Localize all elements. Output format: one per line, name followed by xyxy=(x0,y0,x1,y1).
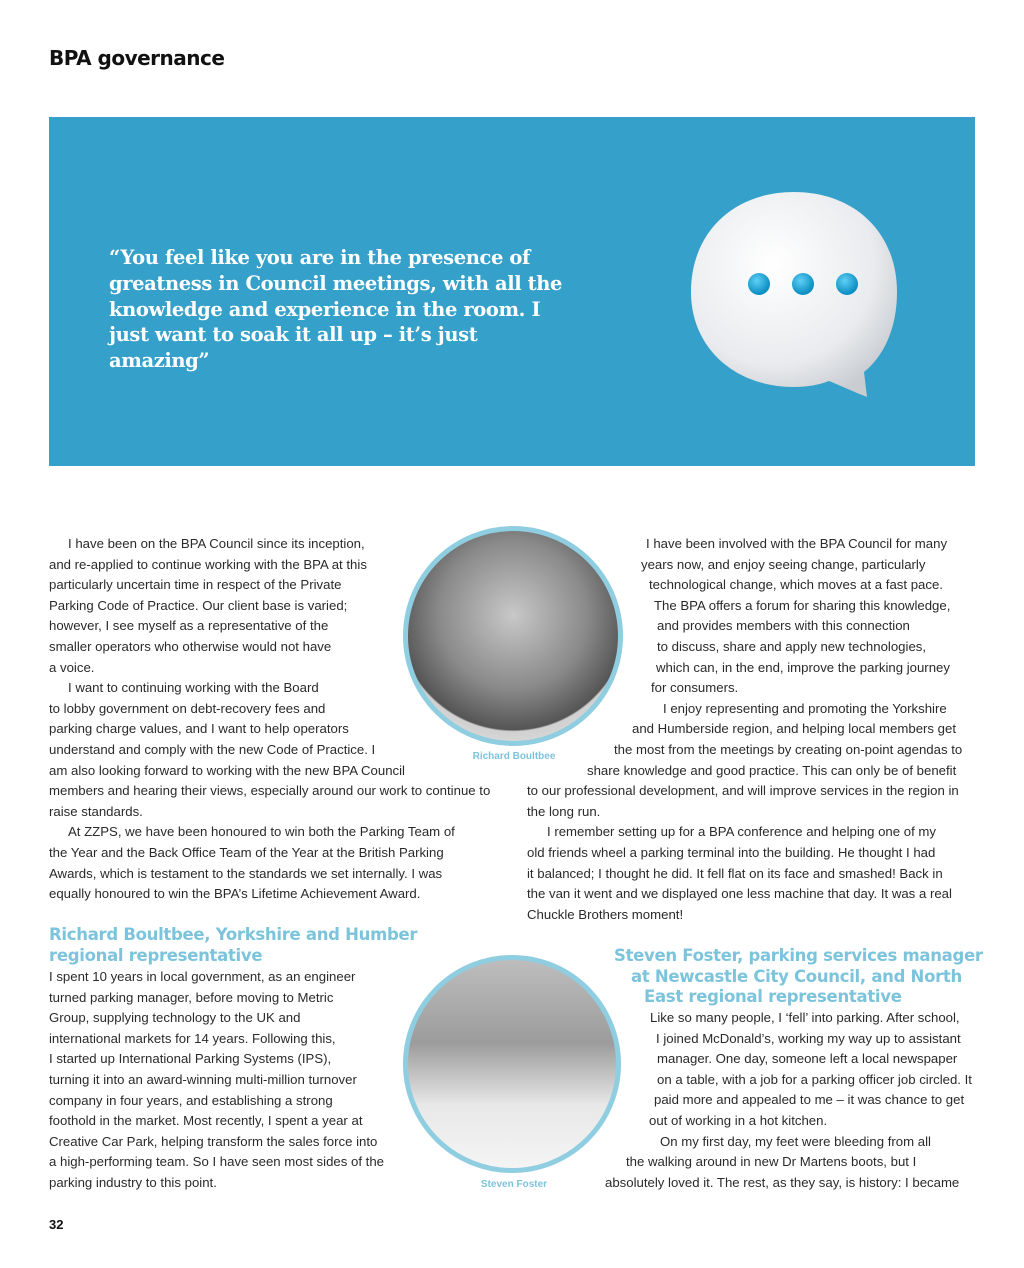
body-text-line: The BPA offers a forum for sharing this knowledge, xyxy=(654,597,951,613)
body-text-line: and Humberside region, and helping local members get xyxy=(632,721,957,737)
body-text-line: international markets for 14 years. Following this, xyxy=(49,1030,336,1046)
body-text-line: the van it went and we displayed one less machine that day. It was a real xyxy=(527,886,952,902)
body-text-line: paid more and appealed to me – it was chance to get xyxy=(654,1092,965,1108)
body-text-line: the most from the meetings by creating on-point agendas to xyxy=(614,742,963,757)
page-number: 32 xyxy=(49,1217,64,1232)
body-text-line: Awards, which is testament to the standards we set internally. I was xyxy=(49,865,443,881)
body-text-line: am also looking forward to working with the new BPA Council xyxy=(49,762,405,778)
pull-quote: “You feel like you are in the presence of greatness in Council meetings, with all the knowledge and experience in the room. I just want to soak it all up – it’s just amazing” xyxy=(109,246,563,373)
body-text-line: I want to continuing working with the Board xyxy=(68,680,319,696)
bio-heading: Richard Boultbee, Yorkshire and Humber xyxy=(49,925,418,944)
body-text-line: I joined McDonald’s, working my way up to assistant xyxy=(656,1030,961,1046)
body-text-line: a voice. xyxy=(49,659,95,675)
bio-heading: regional representative xyxy=(49,945,263,965)
body-text-line: technological change, which moves at a fast pace. xyxy=(649,577,943,593)
steven-foster-photo xyxy=(403,955,621,1173)
bio-heading: at Newcastle City Council, and North xyxy=(631,966,962,986)
body-text-line: it balanced; I thought he did. It fell flat on its face and smashed! Back in xyxy=(527,865,943,881)
body-text-line: old friends wheel a parking terminal into the building. He thought I had xyxy=(527,845,936,860)
body-text-line: I enjoy representing and promoting the Yorkshire xyxy=(663,700,947,716)
body-text-line: turning it into an award-winning multi-million turnover xyxy=(49,1072,357,1087)
body-text-line: on a table, with a job for a parking officer job circled. It xyxy=(657,1071,972,1087)
photo-caption: Richard Boultbee xyxy=(472,751,556,762)
body-text-line: members and hearing their views, especially around our work to continue to xyxy=(49,783,491,799)
body-text-line: raise standards. xyxy=(49,803,143,819)
body-text-line: company in four years, and establishing a strong xyxy=(49,1092,333,1108)
body-text-line: Group, supplying technology to the UK and xyxy=(49,1010,301,1026)
bio-heading: East regional representative xyxy=(644,987,902,1007)
body-text-line: foothold in the market. Most recently, I spent a year at xyxy=(49,1113,363,1129)
body-text-line: absolutely loved it. The rest, as they say, is history: I became xyxy=(605,1174,960,1190)
body-text-line: the long run. xyxy=(527,803,601,819)
body-text-line: to discuss, share and apply new technologies, xyxy=(657,639,927,654)
body-text-line: I have been involved with the BPA Council for many xyxy=(646,536,948,551)
body-text-line: for consumers. xyxy=(651,680,739,696)
speech-bubble-icon xyxy=(669,187,909,407)
body-text-line: Like so many people, I ‘fell’ into parking. After school, xyxy=(650,1010,960,1025)
body-text-line: On my first day, my feet were bleeding from all xyxy=(660,1133,931,1149)
quote-banner xyxy=(49,117,975,466)
body-text-line: At ZZPS, we have been honoured to win both the Parking Team of xyxy=(68,824,455,840)
body-text-line: particularly uncertain time in respect of the Private xyxy=(49,577,342,593)
body-text-line: Parking Code of Practice. Our client base is varied; xyxy=(49,597,348,613)
body-text-line: and re-applied to continue working with the BPA at this xyxy=(49,556,367,572)
body-text-line: equally honoured to win the BPA’s Lifetime Achievement Award. xyxy=(49,886,421,902)
richard-boultbee-photo xyxy=(403,526,623,746)
body-text-line: to lobby government on debt-recovery fees and xyxy=(49,700,326,716)
body-text-line: years now, and enjoy seeing change, particularly xyxy=(641,556,926,572)
body-text-line: Chuckle Brothers moment! xyxy=(527,906,684,922)
body-text-line: I spent 10 years in local government, as an engineer xyxy=(49,969,356,984)
bio-heading: Steven Foster, parking services manager xyxy=(614,946,983,965)
body-text-line: I started up International Parking Systems (IPS), xyxy=(49,1051,332,1067)
body-text-line: parking charge values, and I want to help operators xyxy=(49,721,349,737)
body-text-line: to our professional development, and will improve services in the region in xyxy=(527,783,959,799)
body-text-line: I have been on the BPA Council since its inception, xyxy=(68,536,365,551)
body-text-line: turned parking manager, before moving to Metric xyxy=(49,989,334,1005)
body-text-line: share knowledge and good practice. This can only be of benefit xyxy=(587,762,957,778)
body-text-line: smaller operators who otherwise would not have xyxy=(49,639,332,654)
section-title: BPA governance xyxy=(49,46,225,70)
body-text-line: I remember setting up for a BPA conference and helping one of my xyxy=(547,824,937,840)
body-text-line: however, I see myself as a representative of the xyxy=(49,618,329,634)
body-text-line: Creative Car Park, helping transform the sales force into xyxy=(49,1133,378,1149)
body-text-line: out of working in a hot kitchen. xyxy=(649,1113,828,1128)
body-text-line: and provides members with this connection xyxy=(657,618,910,634)
body-text-line: the walking around in new Dr Martens boots, but I xyxy=(626,1154,917,1170)
body-text-line: manager. One day, someone left a local newspaper xyxy=(657,1051,958,1067)
body-text-line: a high-performing team. So I have seen most sides of the xyxy=(49,1154,384,1170)
photo-caption: Steven Foster xyxy=(480,1179,548,1190)
body-text-line: which can, in the end, improve the parking journey xyxy=(656,659,950,675)
body-text-line: the Year and the Back Office Team of the Year at the British Parking xyxy=(49,845,444,860)
body-text-line: understand and comply with the new Code of Practice. I xyxy=(49,742,376,757)
body-text-line: parking industry to this point. xyxy=(49,1175,217,1190)
